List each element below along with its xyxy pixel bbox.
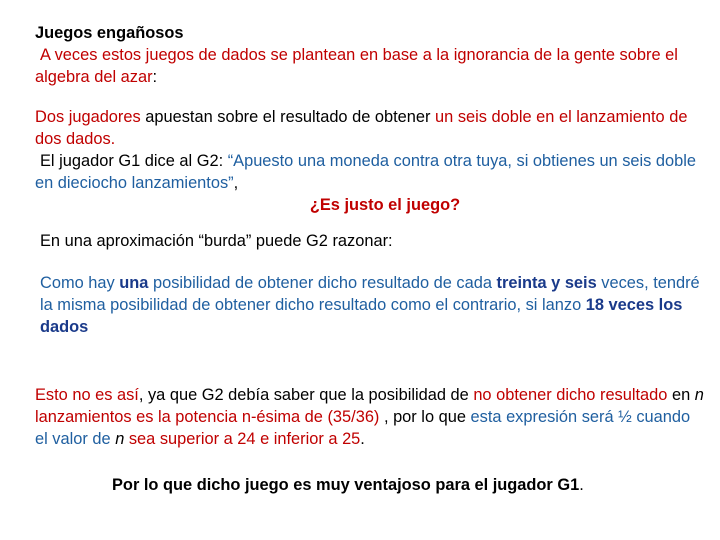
reasoning-thirty-six: treinta y seis [496, 274, 597, 292]
reasoning-text: posibilidad de obtener dicho resultado de cada [148, 274, 497, 292]
reasoning-block [40, 272, 710, 338]
setup-block [35, 106, 705, 194]
conclusion-block [35, 384, 705, 450]
conclusion-period: . [360, 430, 365, 448]
conclusion-n: n [694, 386, 704, 404]
reasoning-text: veces, tendré la misma posibilidad de obtener dicho resultado como el contrario, si lanzo [40, 274, 700, 314]
reasoning-eighteen-throws: 18 veces los dados [40, 296, 683, 336]
conclusion-power: lanzamientos es la potencia n-ésima de (35/36) [35, 408, 380, 426]
reasoning-one: una [119, 274, 149, 292]
conclusion-expression: esta expresión será ½ cuando el valor de [35, 408, 691, 448]
setup-g1-says: El jugador G1 dice al G2: [40, 152, 228, 170]
final-period: . [579, 476, 584, 494]
conclusion-not-obtain: no obtener dicho resultado [473, 386, 668, 404]
conclusion-text: , por lo que [379, 408, 471, 426]
setup-bet-quote: “Apuesto una moneda contra otra tuya, si obtienes un seis doble en dieciocho lanzamientos” [35, 152, 697, 192]
setup-players: Dos jugadores [35, 108, 141, 126]
intro-colon: : [152, 68, 158, 86]
conclusion-text: en [667, 386, 695, 404]
setup-comma: , [233, 174, 239, 192]
conclusion-text: , ya que G2 debía saber que la posibilidad de [138, 386, 474, 404]
conclusion-n: n [115, 430, 125, 448]
final-text: Por lo que dicho juego es muy ventajoso para el jugador G1 [112, 476, 580, 494]
setup-double-six: un seis doble en el lanzamiento de dos dados. [35, 108, 688, 148]
page-title: Juegos engañosos [35, 24, 184, 42]
rough-reasoning-intro: En una aproximación “burda” puede G2 razonar: [40, 232, 393, 250]
reasoning-text: Como hay [40, 274, 120, 292]
intro-text: A veces estos juegos de dados se plantean en base a la ignorancia de la gente sobre el algebra del azar [35, 46, 678, 86]
conclusion-not-so: Esto no es así [35, 386, 139, 404]
conclusion-range: sea superior a 24 e inferior a 25 [124, 430, 361, 448]
final-statement [112, 474, 702, 496]
setup-text: apuestan sobre el resultado de obtener [140, 108, 436, 126]
fairness-question: ¿Es justo el juego? [309, 196, 461, 214]
intro-block [35, 22, 705, 88]
